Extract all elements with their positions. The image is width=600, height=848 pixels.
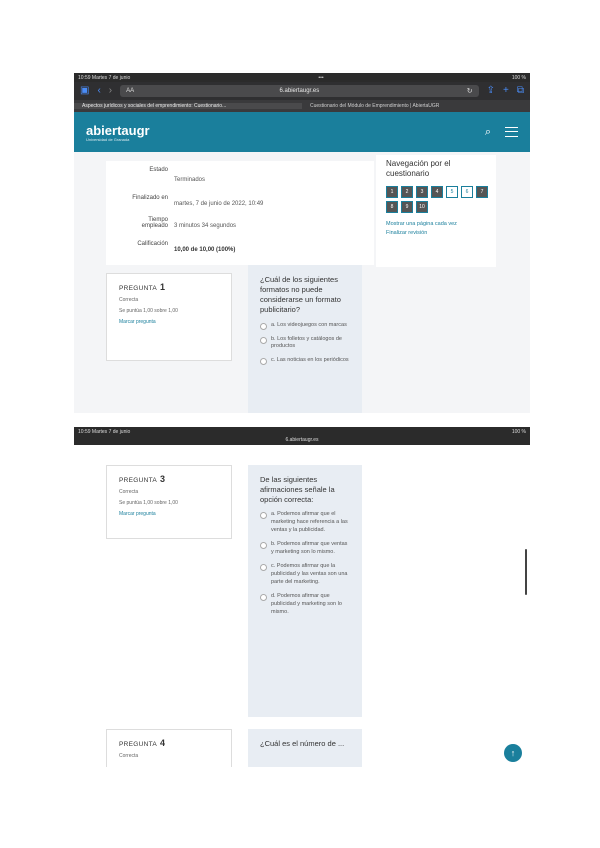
summary-value: martes, 7 de junio de 2022, 10:49	[174, 201, 264, 207]
radio-button[interactable]	[260, 542, 267, 549]
summary-key: Calificación	[137, 241, 168, 247]
compact-url[interactable]: 6.abiertaugr.es	[74, 436, 530, 445]
flag-question-link[interactable]: Marcar pregunta	[119, 511, 156, 517]
address-bar[interactable]	[120, 85, 478, 97]
site-header	[74, 112, 530, 152]
question-body-4	[248, 729, 362, 767]
status-dots: •••	[318, 74, 324, 81]
tab-quiz-module[interactable]: Cuestionario del Módulo de Emprendimiento | AbiertaUGR	[310, 103, 440, 109]
finish-review-link[interactable]: Finalizar revisión	[386, 230, 428, 237]
quiz-nav-button[interactable]: 10	[416, 201, 428, 213]
back-icon[interactable]: ‹	[97, 85, 101, 96]
reload-icon[interactable]: ↻	[466, 88, 473, 95]
status-time: 10:59	[78, 428, 91, 435]
answer-option[interactable]: d. Podemos afirmar que publicidad y marketing son lo mismo.	[260, 593, 350, 617]
question-body-1	[248, 265, 362, 413]
question-number: 3	[160, 474, 166, 484]
quiz-nav-grid	[386, 186, 490, 213]
question-heading: PREGUNTA 3	[119, 474, 166, 484]
sidebar-icon[interactable]: ▣	[80, 85, 90, 96]
status-date: Martes 7 de junio	[91, 428, 131, 435]
tab-quiz-review[interactable]: Aspectos jurídicos y sociales del emprendimiento: Cuestionario...	[74, 103, 302, 109]
question-number: 4	[160, 738, 166, 748]
site-logo[interactable]	[86, 123, 150, 142]
summary-value: Terminados	[174, 177, 206, 183]
browser-tabs	[74, 100, 530, 112]
summary-key: Tiempo empleado	[141, 217, 168, 229]
question-info-4	[106, 729, 232, 767]
quiz-nav-button[interactable]: 1	[386, 186, 398, 198]
radio-button[interactable]	[260, 323, 267, 330]
question-state: Correcta	[119, 297, 139, 303]
radio-button[interactable]	[260, 358, 267, 365]
radio-button[interactable]	[260, 564, 267, 571]
question-score: Se puntúa 1,00 sobre 1,00	[119, 500, 178, 506]
scroll-to-top-button[interactable]	[504, 744, 522, 762]
quiz-nav-button[interactable]: 8	[386, 201, 398, 213]
question-score: Se puntúa 1,00 sobre 1,00	[119, 308, 178, 314]
question-text: De las siguientes afirmaciones señale la opción correcta:	[260, 475, 335, 505]
logo-text: abiertaugr	[86, 122, 150, 138]
screenshot-top	[74, 73, 530, 413]
quiz-nav-button[interactable]: 6	[461, 186, 473, 198]
search-icon[interactable]: ⌕	[484, 125, 491, 138]
quiz-nav-button[interactable]: 2	[401, 186, 413, 198]
quiz-nav-title: Navegación por el cuestionario	[386, 159, 451, 178]
logo-tagline: Universidad de Granada	[86, 136, 130, 142]
answer-option[interactable]: a. Podemos afirmar que el marketing hace referencia a las ventas y la publicidad.	[260, 511, 350, 535]
battery-indicator: 100 %	[511, 428, 526, 435]
question-heading: PREGUNTA 1	[119, 282, 166, 292]
question-text: ¿Cuál de los siguientes formatos no puede considerarse un formato publicitario?	[260, 275, 341, 315]
question-state: Correcta	[119, 489, 139, 495]
question-body-3	[248, 465, 362, 717]
question-info-3	[106, 465, 232, 539]
quiz-nav-button[interactable]: 7	[476, 186, 488, 198]
radio-button[interactable]	[260, 337, 267, 344]
reader-icon[interactable]: AA	[126, 88, 135, 94]
question-heading: PREGUNTA 4	[119, 738, 166, 748]
battery-indicator: 100 %	[511, 74, 526, 81]
question-info-1	[106, 273, 232, 361]
status-time: 10:59	[78, 74, 91, 81]
new-tab-icon[interactable]: +	[503, 85, 509, 96]
summary-key: Estado	[149, 167, 168, 173]
question-number: 1	[160, 282, 166, 292]
share-icon[interactable]: ⇪	[486, 85, 496, 96]
question-state: Correcta	[119, 753, 139, 759]
flag-question-link[interactable]: Marcar pregunta	[119, 319, 156, 325]
status-date: Martes 7 de junio	[91, 74, 131, 81]
screenshot-bottom	[74, 427, 530, 767]
status-bar	[74, 73, 530, 82]
radio-button[interactable]	[260, 594, 267, 601]
status-bar	[74, 427, 530, 436]
quiz-nav-button[interactable]: 3	[416, 186, 428, 198]
arrow-up-icon: ↑	[510, 748, 516, 758]
question-text: ¿Cuál es el número de ...	[260, 739, 345, 748]
answer-option[interactable]: c. Podemos afirmar que la publicidad y las ventas son una parte del marketing.	[260, 563, 350, 587]
quiz-nav-button[interactable]: 5	[446, 186, 458, 198]
quiz-nav-button[interactable]: 9	[401, 201, 413, 213]
forward-icon[interactable]: ›	[108, 85, 113, 96]
show-one-page-link[interactable]: Mostrar una página cada vez	[386, 221, 457, 228]
answer-option[interactable]: b. Los folletos y catálogos de productos	[260, 336, 350, 352]
answer-option[interactable]: a. Los videojuegos con marcas	[260, 322, 350, 330]
answer-option[interactable]: c. Las noticias en los periódicos	[260, 357, 350, 365]
tabs-icon[interactable]: ⧉	[516, 85, 524, 96]
quiz-navigation	[376, 155, 496, 267]
quiz-nav-button[interactable]: 4	[431, 186, 443, 198]
url-text: 6.abiertaugr.es	[279, 88, 320, 94]
browser-toolbar	[74, 82, 530, 100]
answer-option[interactable]: b. Podemos afirmar que ventas y marketing son lo mismo.	[260, 541, 350, 557]
radio-button[interactable]	[260, 512, 267, 519]
summary-value: 10,00 de 10,00 (100%)	[174, 247, 236, 253]
summary-key: Finalizado en	[132, 195, 168, 201]
scrollbar[interactable]	[525, 549, 527, 595]
menu-icon[interactable]	[505, 127, 518, 137]
attempt-summary	[106, 161, 374, 265]
summary-value: 3 minutos 34 segundos	[174, 223, 237, 229]
